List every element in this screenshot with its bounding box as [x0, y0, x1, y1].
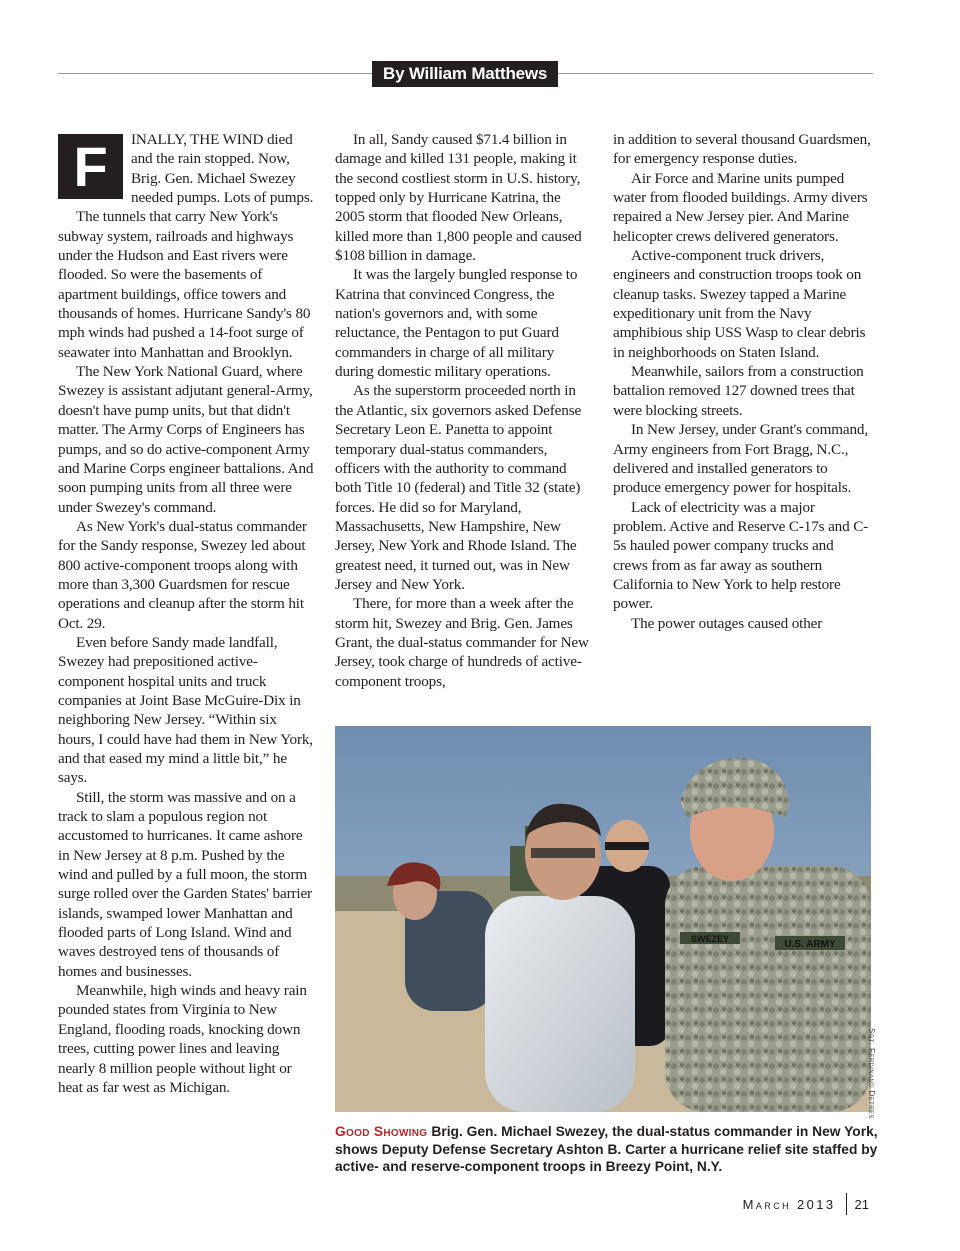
name-tag: SWEZEY [690, 934, 730, 944]
paragraph: Active-component truck drivers, engineers and construction troops took on cleanup tasks. Swezey tapped a Marine expeditionary unit from the Navy amphibious ship USS Wasp to clear debris in neighborhoods on Staten Island. [613, 247, 866, 361]
drop-cap: F [58, 134, 123, 199]
caption-lead: Good Showing [335, 1124, 428, 1139]
branch-tag: U.S. ARMY [784, 939, 836, 950]
page-number: 21 [854, 1196, 869, 1212]
news-photo [335, 726, 871, 1112]
paragraph: As New York's dual-status commander for the Sandy response, Swezey led about 800 active-component troops along with more than 3,300 Guardsmen for rescue operations and cleanup after the storm hit Oct. 29. [58, 517, 307, 632]
issue-date: March 2013 [742, 1196, 836, 1212]
footer-divider [846, 1193, 847, 1215]
article-column-2 [335, 130, 593, 691]
paragraph: Meanwhile, high winds and heavy rain pounded states from Virginia to New England, flooding roads, knocking down trees, cutting power lines and leaving nearly 8 million people without light or heat as far west as Michigan. [58, 982, 307, 1096]
paragraph: It was the largely bungled response to Katrina that convinced Congress, the nation's governors and, with some reluctance, the Pentagon to put Guard commanders in charge of all military during domestic military operations. [335, 266, 578, 381]
byline: By William Matthews [372, 61, 558, 87]
paragraph: The New York National Guard, where Swezey is assistant adjutant general-Army, doesn't have pump units, but that didn't matter. The Army Corps of Engineers has pumps, and so do active-component Army and Marine Corps engineer battalions. And soon pumping units from all three were under Swezey's command. [58, 363, 314, 516]
caption-text: Brig. Gen. Michael Swezey, the dual-status commander in New York, shows Deputy Defense Secretary Ashton B. Carter a hurricane relief site staffed by active- and reserve-component troops in Breezy Point, N.Y. [335, 1124, 878, 1174]
article-column-3 [613, 130, 871, 633]
paragraph: F INALLY, THE WIND died and the rain stopped. Now, Brig. Gen. Michael Swezey needed pumps. Lots of pumps. [58, 130, 316, 207]
paragraph: Meanwhile, sailors from a construction battalion removed 127 downed trees that were blocking streets. [613, 363, 864, 419]
paragraph: In New Jersey, under Grant's command, Army engineers from Fort Bragg, N.C., delivered and installed generators to produce emergency power for hospitals. [613, 421, 869, 497]
paragraph: The power outages caused other [631, 614, 823, 632]
paragraph: There, for more than a week after the storm hit, Swezey and Brig. Gen. James Grant, the dual-status commander for New Jersey, took charge of hundreds of active-component troops, [335, 595, 589, 690]
paragraph: The tunnels that carry New York's subway system, railroads and highways under the Hudson and East rivers were flooded. So were the basements of apartment buildings, office towers and thousands of homes. Hurricane Sandy's 80 mph winds had pushed a 14-foot surge of seawater into Manhattan and Brooklyn. [58, 208, 311, 361]
article-column-1 [58, 130, 316, 1097]
photo-illustration [335, 726, 871, 1112]
photo-caption [335, 1123, 880, 1176]
paragraph: Air Force and Marine units pumped water from flooded buildings. Army divers repaired a New Jersey pier. And Marine helicopter crews delivered generators. [613, 169, 868, 245]
photo-credit: Sgt. Ferdinand Detres [867, 1028, 876, 1119]
paragraph: Lack of electricity was a major problem. Active and Reserve C-17s and C-5s hauled power company trucks and crews from as far away as southern California to New York to help restore power. [613, 498, 869, 613]
paragraph: in addition to several thousand Guardsmen, for emergency response duties. [613, 131, 871, 168]
paragraph: In all, Sandy caused $71.4 billion in damage and killed 131 people, making it the second costliest storm in U.S. history, topped only by Hurricane Katrina, the 2005 storm that flooded New Orleans, killed more than 1,800 people and caused $108 billion in damage. [335, 131, 582, 265]
paragraph: Even before Sandy made landfall, Swezey had prepositioned active-component hospital units and truck companies at Joint Base McGuire-Dix in neighboring New Jersey. “Within six hours, I could have had them in New York, and that eased my mind a little bit,” he says. [58, 633, 313, 787]
paragraph: Still, the storm was massive and on a track to slam a populous region not accustomed to hurricanes. It came ashore in New Jersey at 8 p.m. Pushed by the wind and pulled by a full moon, the storm surge rolled over the Garden States' barrier islands, swamped lower Manhattan and flooded parts of Long Island. Wind and waves destroyed tens of thousands of homes and businesses. [58, 788, 312, 980]
paragraph: As the superstorm proceeded north in the Atlantic, six governors asked Defense Secretary Leon E. Panetta to appoint temporary dual-status commanders, officers with the authority to command both Title 10 (federal) and Title 32 (state) forces. He did so for Maryland, Massachusetts, New Hampshire, New Jersey, New York and Rhode Island. The greatest need, it turned out, was in New Jersey and New York. [335, 382, 582, 593]
page-footer [743, 1193, 869, 1215]
